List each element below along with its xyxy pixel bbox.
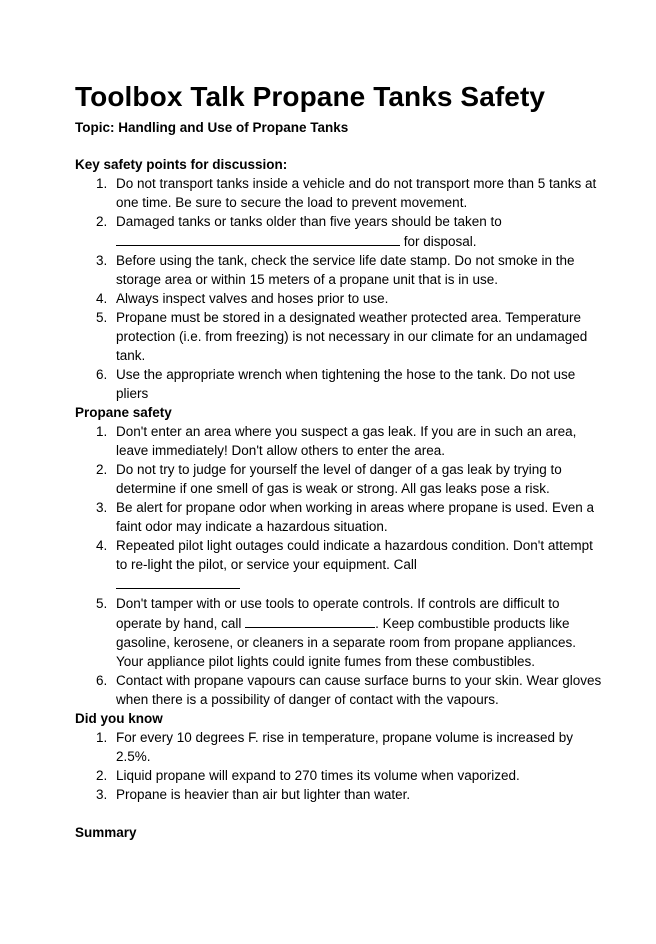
list-item	[75, 365, 605, 403]
propane-safety-heading: Propane safety	[75, 405, 172, 420]
list-number: 6.	[96, 673, 108, 688]
list-item	[75, 308, 605, 365]
list-item-text: Use the appropriate wrench when tightening the hose to the tank. Do not use pliers	[116, 367, 576, 401]
list-item	[75, 766, 605, 785]
list-item-text: Damaged tanks or tanks older than five years should be taken to	[116, 214, 502, 229]
list-number: 1.	[96, 176, 108, 191]
list-number: 2.	[96, 462, 108, 477]
list-item-text-end: . Keep combustible products like gasoline, kerosene, or cleaners in a separate room from propane appliances. Your appliance pilot lights could ignite fumes from these combustibles.	[116, 616, 577, 669]
list-item	[75, 212, 605, 251]
list-item-text: Do not try to judge for yourself the level of danger of a gas leak by trying to determine if one smell of gas is weak or strong. All gas leaks pose a risk.	[116, 462, 562, 496]
list-number: 1.	[96, 730, 108, 745]
list-item-text: Contact with propane vapours can cause surface burns to your skin. Wear gloves when there is a possibility of danger of contact with the vapours.	[116, 673, 602, 707]
list-number: 5.	[96, 310, 108, 325]
list-number: 3.	[96, 500, 108, 515]
list-item-text: Don't enter an area where you suspect a gas leak. If you are in such an area, leave immediately! Don't allow others to enter the area.	[116, 424, 577, 458]
did-you-know-heading: Did you know	[75, 711, 163, 726]
list-item	[75, 671, 605, 709]
list-item	[75, 498, 605, 536]
list-item	[75, 594, 605, 671]
list-item	[75, 728, 605, 766]
summary-heading: Summary	[75, 825, 137, 840]
key-points-list	[75, 174, 605, 403]
list-item	[75, 785, 605, 804]
list-item	[75, 422, 605, 460]
list-number: 4.	[96, 538, 108, 553]
list-item-text: Repeated pilot light outages could indicate a hazardous condition. Don't attempt to re-light the pilot, or service your equipment. Call	[116, 538, 593, 572]
list-item-text: Don't tamper with or use tools to operate controls. If controls are difficult to operate by hand, call	[116, 596, 560, 631]
list-item-text: Always inspect valves and hoses prior to use.	[116, 291, 389, 306]
list-item	[75, 460, 605, 498]
list-item-text: Propane is heavier than air but lighter than water.	[116, 787, 411, 802]
list-item-text: For every 10 degrees F. rise in temperature, propane volume is increased by 2.5%.	[116, 730, 573, 764]
did-you-know-list	[75, 728, 605, 804]
list-number: 5.	[96, 596, 108, 611]
key-points-heading: Key safety points for discussion:	[75, 157, 288, 172]
list-item	[75, 289, 605, 308]
list-number: 6.	[96, 367, 108, 382]
fill-in-blank	[245, 613, 375, 628]
list-item	[75, 536, 605, 594]
fill-in-blank	[116, 231, 400, 246]
page-title: Toolbox Talk Propane Tanks Safety	[75, 81, 546, 112]
list-item	[75, 174, 605, 212]
list-number: 2.	[96, 768, 108, 783]
list-item-text: Propane must be stored in a designated weather protected area. Temperature protection (i.e. from freezing) is not necessary in our climate for an undamaged tank.	[116, 310, 588, 363]
list-number: 3.	[96, 787, 108, 802]
list-item	[75, 251, 605, 289]
list-item-text: Liquid propane will expand to 270 times its volume when vaporized.	[116, 768, 520, 783]
fill-in-blank	[116, 574, 240, 589]
list-number: 2.	[96, 214, 108, 229]
list-item-text: Do not transport tanks inside a vehicle and do not transport more than 5 tanks at one time. Be sure to secure the load to prevent movement.	[116, 176, 597, 210]
list-number: 1.	[96, 424, 108, 439]
list-item-text-end: for disposal.	[400, 234, 477, 249]
list-item-text: Be alert for propane odor when working in areas where propane is used. Even a faint odor may indicate a hazardous situation.	[116, 500, 595, 534]
propane-safety-list	[75, 422, 605, 709]
list-number: 4.	[96, 291, 108, 306]
topic-line: Topic: Handling and Use of Propane Tanks	[75, 120, 349, 135]
list-number: 3.	[96, 253, 108, 268]
list-item-text: Before using the tank, check the service life date stamp. Do not smoke in the storage area or within 15 meters of a propane unit that is in use.	[116, 253, 575, 287]
document-page	[75, 80, 605, 842]
